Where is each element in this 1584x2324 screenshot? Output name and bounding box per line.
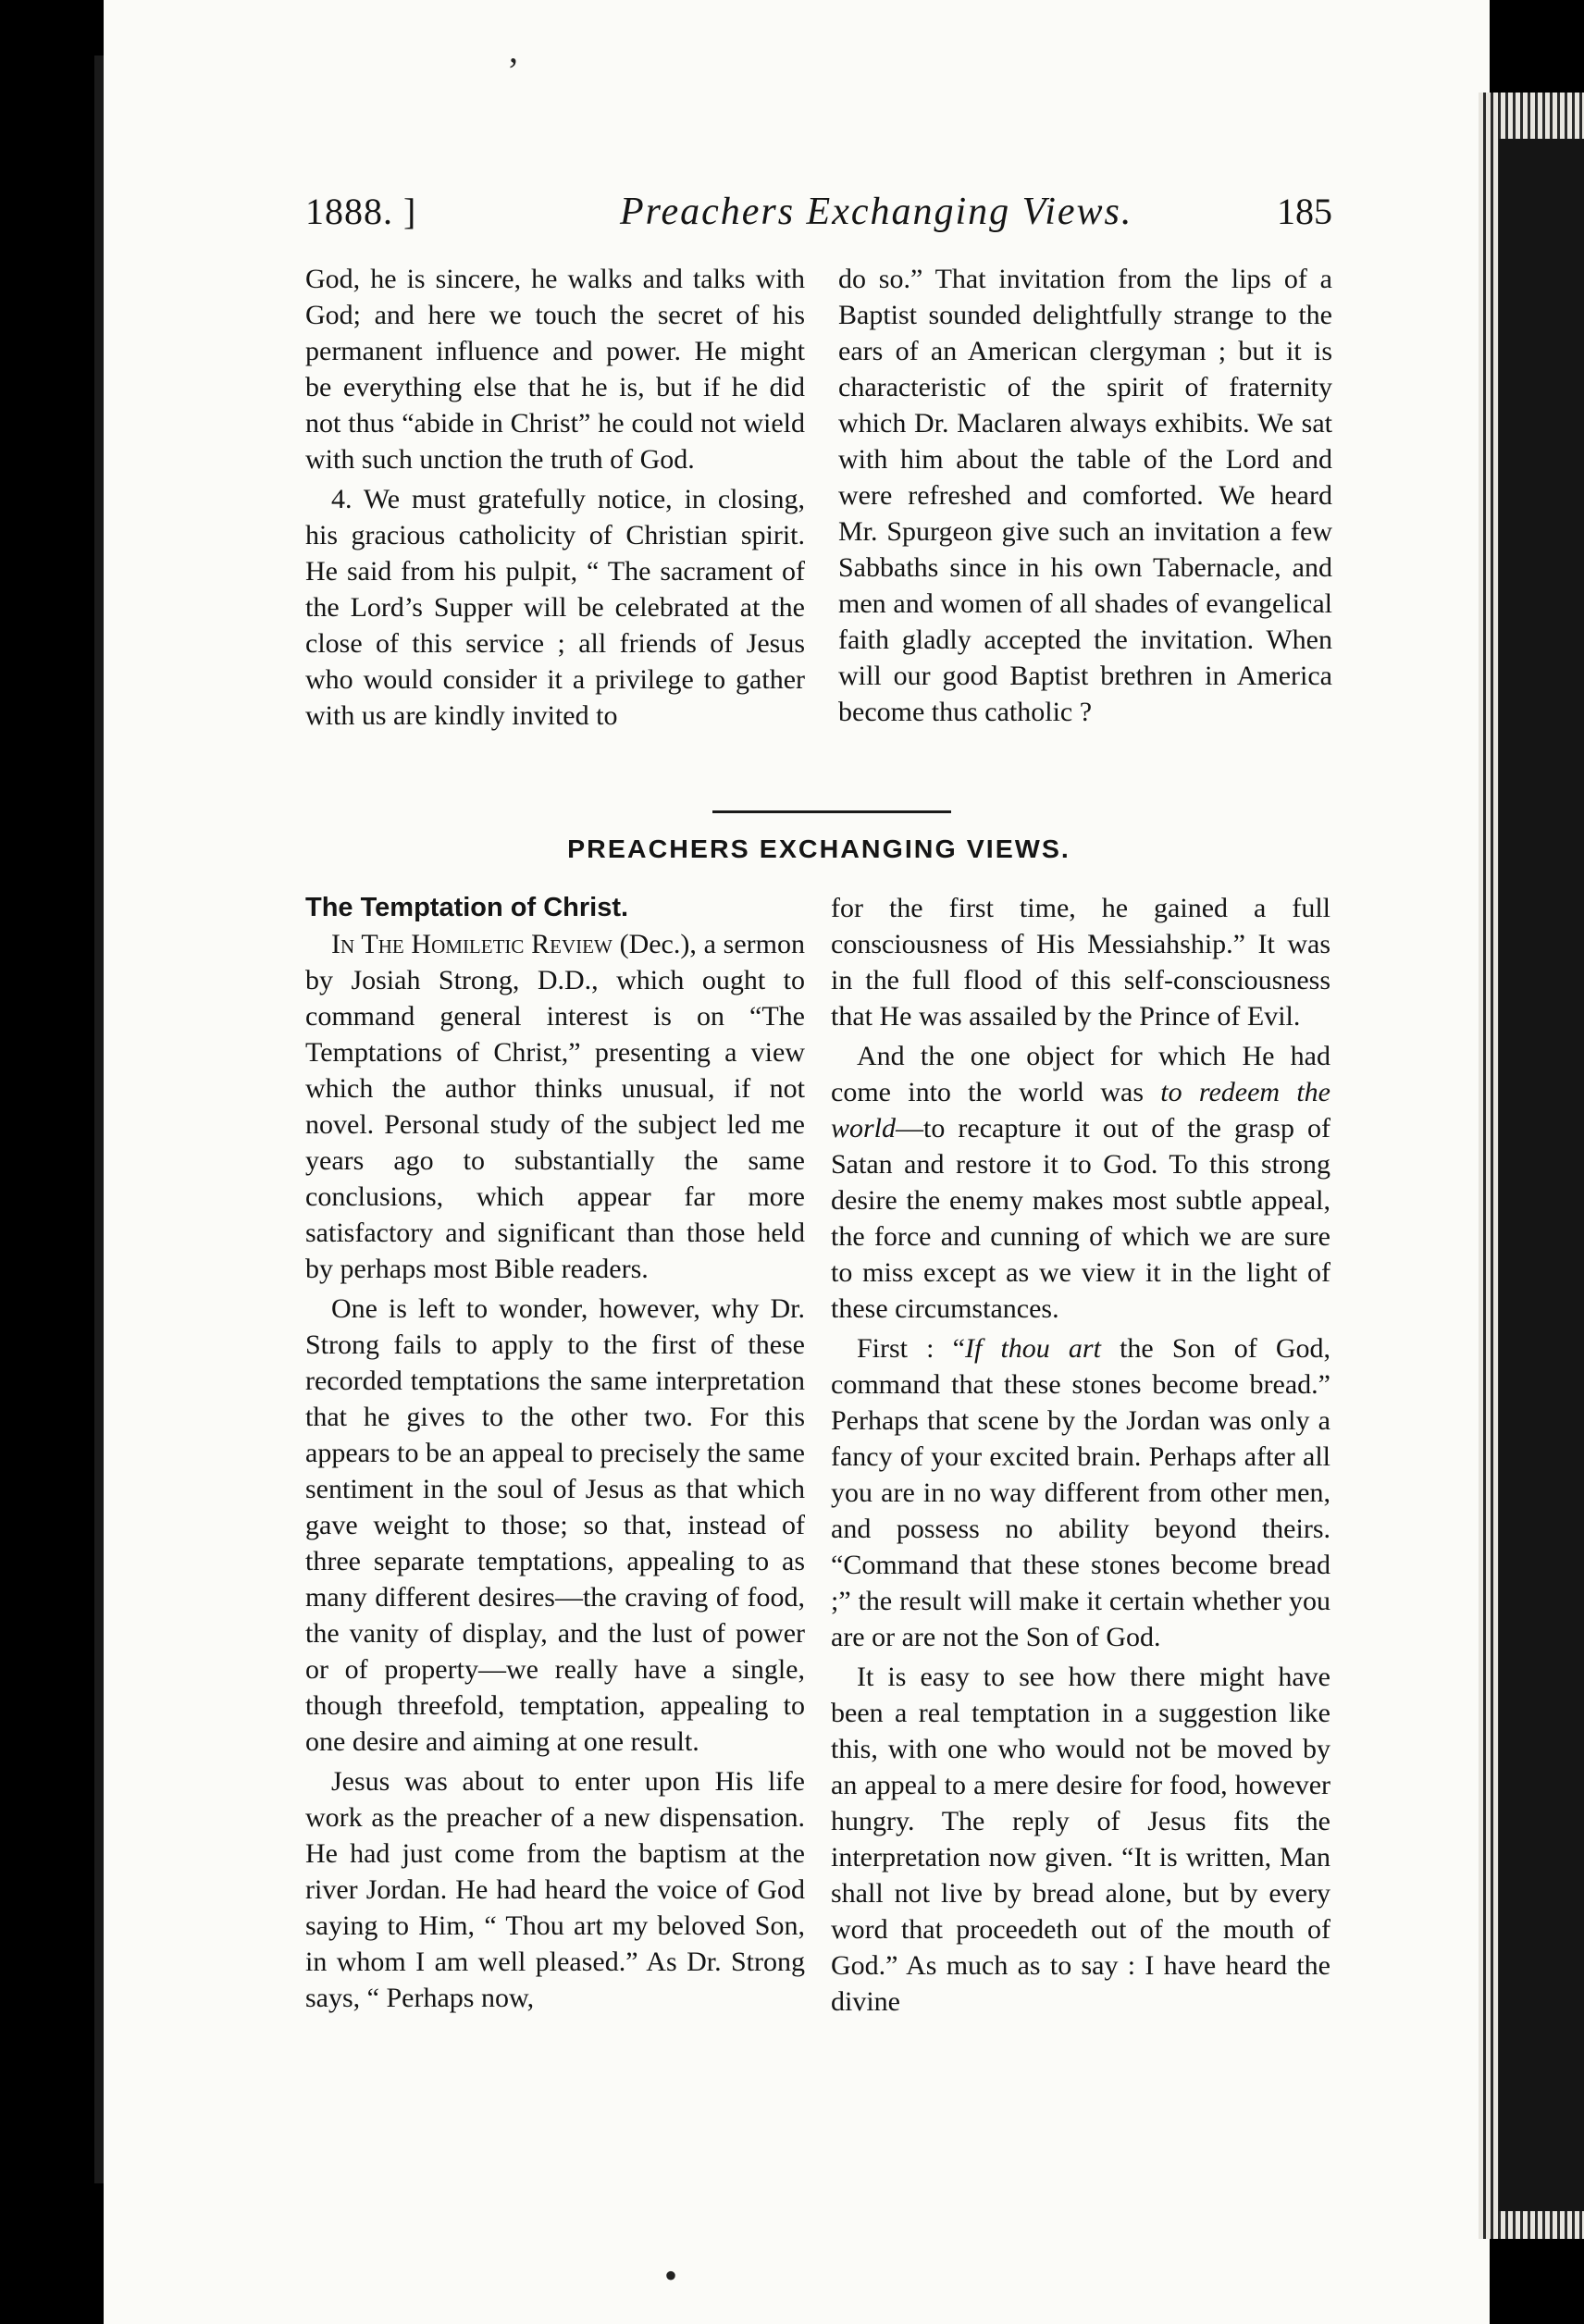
article-lead-paragraph: [305, 926, 805, 1287]
ink-speck: ‚: [507, 29, 520, 70]
section-divider: [712, 810, 951, 813]
ink-speck: •: [664, 2255, 678, 2296]
column-top-left: [305, 261, 805, 734]
page-edges-shadow: [1499, 139, 1584, 2211]
text-run: —to recapture it out of the grasp of Satan and restore it to God. To this strong desire the enemy makes most subtle appeal, the force and cunning of which we are sure to miss except as we view it in the light of these circumstances.: [831, 1113, 1330, 1324]
running-head-year: 1888. ]: [305, 191, 417, 232]
paragraph: for the first time, he gained a full consciousness of His Messiahship.” It was in the full flood of this self-consciousness that He was assailed by the Prince of Evil.: [831, 893, 1330, 1032]
running-head-title: Preachers Exchanging Views.: [620, 191, 1133, 233]
paragraph: God, he is sincere, he walks and talks with God; and here we touch the secret of his permanent influence and power. He might be everything else that he is, but if he did not thus “abide in Christ” he could not wield with such unction the truth of God.: [305, 264, 805, 475]
column-bottom-right: [831, 890, 1330, 2020]
column-bottom-left: [305, 890, 805, 2016]
paragraph: 4. We must gratefully notice, in closing, his gracious catholicity of Christian spirit. He said from his pulpit, “ The sacrament of the Lord’s Supper will be celebrated at the close of this service ; all friends of Jesus who would consider it a privilege to gather with us are kindly invited to: [305, 484, 805, 731]
article-subheading: The Temptation of Christ.: [305, 893, 629, 922]
paragraph: [831, 1038, 1330, 1327]
page-number: 185: [1277, 191, 1332, 232]
paragraph: Jesus was about to enter upon His life work as the preacher of a new dispensation. He had just come from the baptism at the river Jordan. He had heard the voice of God saying to Him, “ Thou art my beloved Son, in whom I am well pleased.” As Dr. Strong says, “ Perhaps now,: [305, 1766, 805, 2013]
section-heading: PREACHERS EXCHANGING VIEWS.: [567, 834, 1070, 863]
paragraph: It is easy to see how there might have been a real temptation in a suggestion like this, with one who would not be moved by an appeal to a mere desire for food, however hungry. The reply of Jesus fits the interpretation now given. “It is written, Man shall not live by bread alone, but by every word that proceedeth out of the mouth of God.” As much as to say : I have heard the divine: [831, 1662, 1330, 2017]
running-head: [305, 190, 1332, 245]
text-run: the Son of God, command that these stones become bread.” Perhaps that scene by the Jordan was only a fancy of your excited brain. Perhaps after all you are in no way different from other men, and possess no ability beyond theirs. “Command that these stones become bread ;” the result will make it certain whether you are or are not the Son of God.: [831, 1333, 1331, 1652]
paragraph: [831, 1330, 1330, 1655]
lead-text: (Dec.), a sermon by Josiah Strong, D.D., which ought to command general interest is on “The Temptations of Christ,” presenting a view which the author thinks unusual, if not novel. Personal study of the subject led me years ago to substantially the same conclusions, which appear far more satisfactory and significant than those held by perhaps most Bible readers.: [305, 929, 805, 1284]
paragraph: One is left to wonder, however, why Dr. Strong fails to apply to the first of these recorded temptations the same interpretation that he gives to the other two. For this appears to be an appeal to precisely the same sentiment in the soul of Jesus as that which gave weight to those; so that, instead of three separate temptations, appealing to as many different desires—the craving of food, the vanity of display, and the lust of power or of property—we really have a single, though threefold, temptation, appealing to one desire and aiming at one result.: [305, 1293, 805, 1757]
paragraph: do so.” That invitation from the lips of a Baptist sounded delightfully strange to the ears of an American clergyman ; but it is characteristic of the spirit of fraternity which Dr. Maclaren always exhibits. We sat with him about the table of the Lord and were refreshed and comforted. We heard Mr. Spurgeon give such an invitation a few Sabbaths since in his own Tabernacle, and men and women of all shades of evangelical faith gladly accepted the invitation. When will our good Baptist brethren in America become thus catholic ?: [838, 264, 1332, 727]
italic-text: to redeem the world: [831, 1077, 1330, 1143]
column-top-right: [838, 261, 1332, 730]
lead-smallcaps: In The Homiletic Review: [331, 929, 613, 959]
italic-text: If thou art: [964, 1333, 1101, 1364]
text-run: And the one object for which He had come into the world was: [831, 1041, 1330, 1107]
text-run: First : “: [857, 1333, 965, 1364]
